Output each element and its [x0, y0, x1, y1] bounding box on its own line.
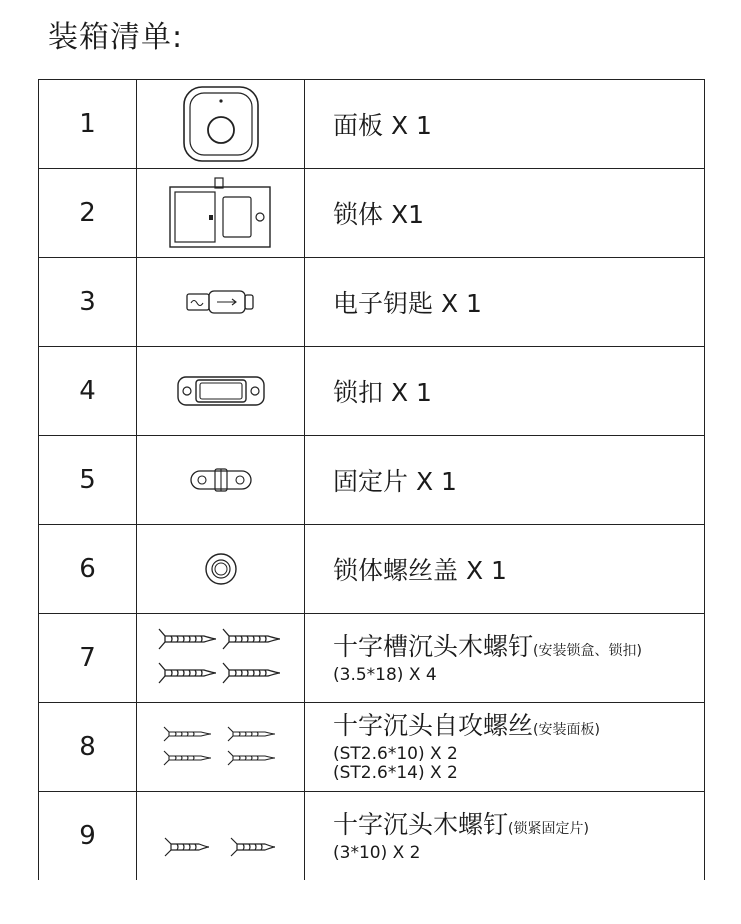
item-quantity: X 1 — [458, 556, 507, 585]
item-number: 3 — [39, 258, 137, 347]
strike-plate-icon — [176, 374, 266, 408]
table-row — [39, 792, 705, 881]
item-number: 8 — [39, 703, 137, 792]
item-number: 2 — [39, 169, 137, 258]
fixing-plate-icon — [189, 467, 253, 493]
item-number: 4 — [39, 347, 137, 436]
tapping-screw-icon — [161, 722, 281, 772]
lock-body-icon — [166, 177, 276, 249]
item-name: 锁体 — [333, 200, 384, 229]
item-name: 锁体螺丝盖 — [333, 556, 459, 585]
item-quantity: X 1 — [408, 467, 457, 496]
item-number: 9 — [39, 792, 137, 881]
item-note: (安装面板) — [533, 722, 600, 738]
item-name: 锁扣 — [333, 378, 384, 407]
table-row — [39, 169, 705, 258]
table-row — [39, 436, 705, 525]
item-spec: (3*10) X 2 — [333, 842, 421, 863]
item-number: 7 — [39, 614, 137, 703]
item-name: 电子钥匙 — [333, 289, 434, 318]
item-quantity: X 1 — [383, 111, 432, 140]
item-number: 1 — [39, 80, 137, 169]
item-quantity: X 1 — [383, 378, 432, 407]
table-row — [39, 80, 705, 169]
item-name: 面板 — [333, 111, 384, 140]
item-name: 十字槽沉头木螺钉 — [333, 631, 534, 661]
page-title: 装箱清单: — [48, 20, 184, 55]
item-name: 十字沉头木螺钉 — [333, 809, 509, 839]
panel-icon — [181, 84, 261, 164]
table-row — [39, 703, 705, 792]
item-number: 6 — [39, 525, 137, 614]
item-quantity: X 1 — [433, 289, 482, 318]
screw-cap-icon — [204, 552, 238, 586]
table-row — [39, 614, 705, 703]
item-spec: (3.5*18) X 4 — [333, 664, 437, 685]
small-wood-screw-icon — [161, 806, 281, 866]
packing-list-table — [38, 79, 705, 880]
table-row — [39, 258, 705, 347]
item-number: 5 — [39, 436, 137, 525]
electronic-key-icon — [185, 287, 257, 317]
table-row — [39, 347, 705, 436]
item-spec: (ST2.6*14) X 2 — [333, 763, 458, 783]
table-row — [39, 525, 705, 614]
item-spec: (ST2.6*10) X 2 — [333, 744, 458, 764]
item-note: (安装锁盒、锁扣) — [533, 642, 642, 659]
item-quantity: X1 — [383, 200, 424, 229]
item-name: 十字沉头自攻螺丝 — [333, 711, 534, 740]
wood-screw-icon — [156, 623, 286, 693]
item-note: (锁紧固定片) — [508, 820, 589, 837]
item-name: 固定片 — [333, 467, 409, 496]
